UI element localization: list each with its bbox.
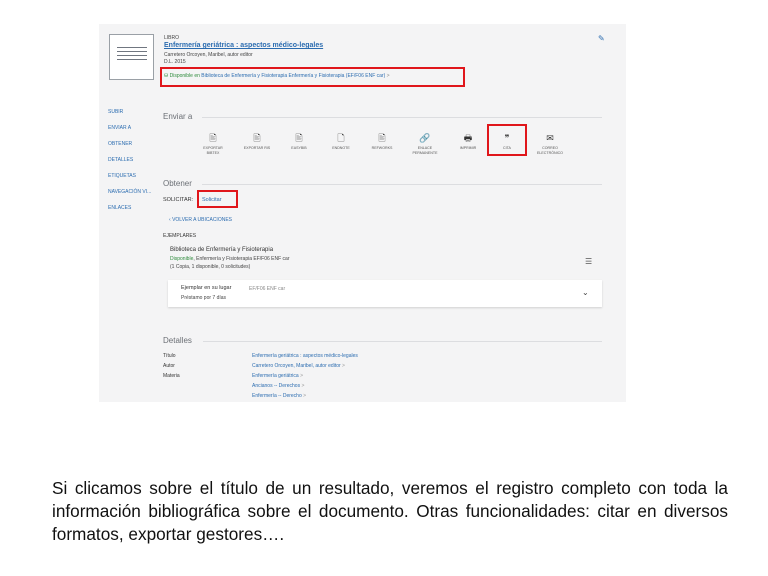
availability-prefix: Disponible en [169, 73, 200, 79]
export-bibtex-icon: 🖹 [209, 133, 217, 143]
export-ris-icon: 🖹 [253, 133, 261, 143]
availability-arrow: > [386, 73, 390, 79]
record-date: D.L. 2015 [164, 59, 186, 65]
email-icon: ✉ [546, 133, 554, 143]
details-divider [203, 341, 602, 342]
permalink-icon: 🔗 [419, 133, 431, 143]
cite-label: CITA [503, 146, 511, 150]
details-row-title [163, 353, 358, 359]
side-nav [108, 104, 166, 216]
print-icon: 🖶 [463, 133, 473, 143]
email-button[interactable] [530, 132, 570, 156]
endnote-label: ENDNOTE [332, 146, 350, 150]
export-ris-button[interactable] [237, 132, 277, 151]
side-nav-enlaces[interactable]: ENLACES [108, 205, 132, 211]
slide-caption: Si clicamos sobre el título de un resultado, veremos el registro completo con toda la información bibliográfica sobre el documento. Otras funcionalidades: citar en diversos formatos, exportar gestores…. [52, 478, 728, 544]
item-type: Ejemplar en su lugar [181, 285, 232, 291]
item-loan: Préstamo por 7 días [181, 295, 227, 301]
chevron-down-icon[interactable]: ⌄ [582, 288, 589, 297]
item-card[interactable] [168, 280, 602, 307]
export-bibtex-button[interactable] [193, 132, 233, 156]
pin-icon[interactable]: ✎ [598, 34, 605, 43]
easybib-label: EASYBIB [291, 146, 307, 150]
book-cover-icon [109, 34, 154, 80]
request-link[interactable]: Solicitar [202, 197, 222, 203]
details-value[interactable]: Carretero Orcoyen, Maribel, autor editor [252, 363, 341, 369]
item-callno: EF/F06 ENF car [249, 286, 286, 292]
obtain-heading: Obtener [163, 179, 192, 188]
back-to-locations-label: VOLVER A UBICACIONES [172, 217, 232, 223]
endnote-button[interactable] [321, 132, 361, 151]
status-detail: , Enfermería y Fisioterapia EF/F06 ENF car [193, 256, 290, 262]
details-row-subject [163, 373, 303, 379]
library-status [170, 256, 290, 262]
refworks-icon: 🖹 [378, 133, 386, 143]
details-heading: Detalles [163, 336, 192, 345]
quote-icon: ❞ [504, 133, 510, 143]
details-value[interactable]: Enfermería geriátrica : aspectos médico-legales [252, 353, 358, 359]
copies-summary: (1 Copia, 1 disponible, 0 solicitudes) [170, 264, 251, 270]
record-author: Carretero Orcoyen, Maribel, autor editor [164, 52, 253, 58]
easybib-icon: 🖹 [295, 133, 303, 143]
highlight-request [197, 190, 238, 208]
send-heading: Enviar a [163, 112, 193, 121]
details-row-author [163, 363, 345, 369]
print-label: IMPRIMIR [459, 146, 477, 150]
highlight-availability [160, 67, 465, 87]
back-to-locations[interactable] [169, 217, 232, 223]
chevron-right-icon: > [342, 363, 345, 369]
details-value[interactable]: Enfermería geriátrica [252, 373, 299, 379]
details-row-subject-3 [163, 393, 306, 399]
details-label: Materia [163, 373, 180, 379]
export-ris-label: EXPORTAR RIS [243, 146, 271, 150]
endnote-icon: 🗋 [337, 133, 345, 143]
details-value[interactable]: Ancianos -- Derechos [252, 383, 301, 389]
obtain-divider [202, 184, 602, 185]
request-label: SOLICITAR: [163, 197, 194, 203]
print-button[interactable] [448, 132, 488, 151]
chevron-right-icon: > [301, 383, 305, 389]
screenshot-panel [99, 24, 626, 402]
permalink-label: ENLACE PERMANENTE [412, 146, 438, 155]
availability-icon: ⛁ [164, 73, 170, 79]
chevron-left-icon: ‹ [169, 217, 173, 223]
details-value[interactable]: Enfermería -- Derecho [252, 393, 302, 399]
items-label: EJEMPLARES [163, 233, 197, 239]
filter-sort-icon[interactable]: ☰ [585, 257, 593, 266]
chevron-right-icon: > [300, 373, 303, 379]
refworks-label: REFWORKS [371, 146, 393, 150]
side-nav-etiquetas[interactable]: ETIQUETAS [108, 173, 136, 179]
easybib-button[interactable] [279, 132, 319, 151]
export-bibtex-label: EXPORTAR BIBTEX [203, 146, 223, 155]
refworks-button[interactable] [362, 132, 402, 151]
send-divider [202, 117, 602, 118]
email-label: CORREO ELECTRÓNICO [537, 146, 563, 155]
highlight-cite [487, 124, 527, 156]
permalink-button[interactable] [405, 132, 445, 156]
availability-location[interactable]: Biblioteca de Enfermería y Fisioterapia Enfermería y Fisioterapia (EF/F06 ENF car) [201, 73, 386, 79]
side-nav-detalles[interactable]: DETALLES [108, 157, 134, 163]
side-nav-subir[interactable]: SUBIR [108, 109, 124, 115]
library-name: Biblioteca de Enfermería y Fisioterapia [170, 247, 274, 253]
chevron-right-icon: > [303, 393, 307, 399]
status-available: Disponible [170, 256, 194, 262]
record-title[interactable]: Enfermería geriátrica : aspectos médico-legales [164, 42, 324, 49]
details-label: Autor [163, 363, 175, 369]
details-row-subject-2 [163, 383, 304, 389]
side-nav-navegacion[interactable]: NAVEGACIÓN VI... [108, 189, 152, 195]
side-nav-obtener[interactable]: OBTENER [108, 141, 133, 147]
record-type: LIBRO [164, 35, 180, 41]
details-label: Título [163, 353, 176, 359]
side-nav-enviar[interactable]: ENVIAR A [108, 125, 132, 131]
